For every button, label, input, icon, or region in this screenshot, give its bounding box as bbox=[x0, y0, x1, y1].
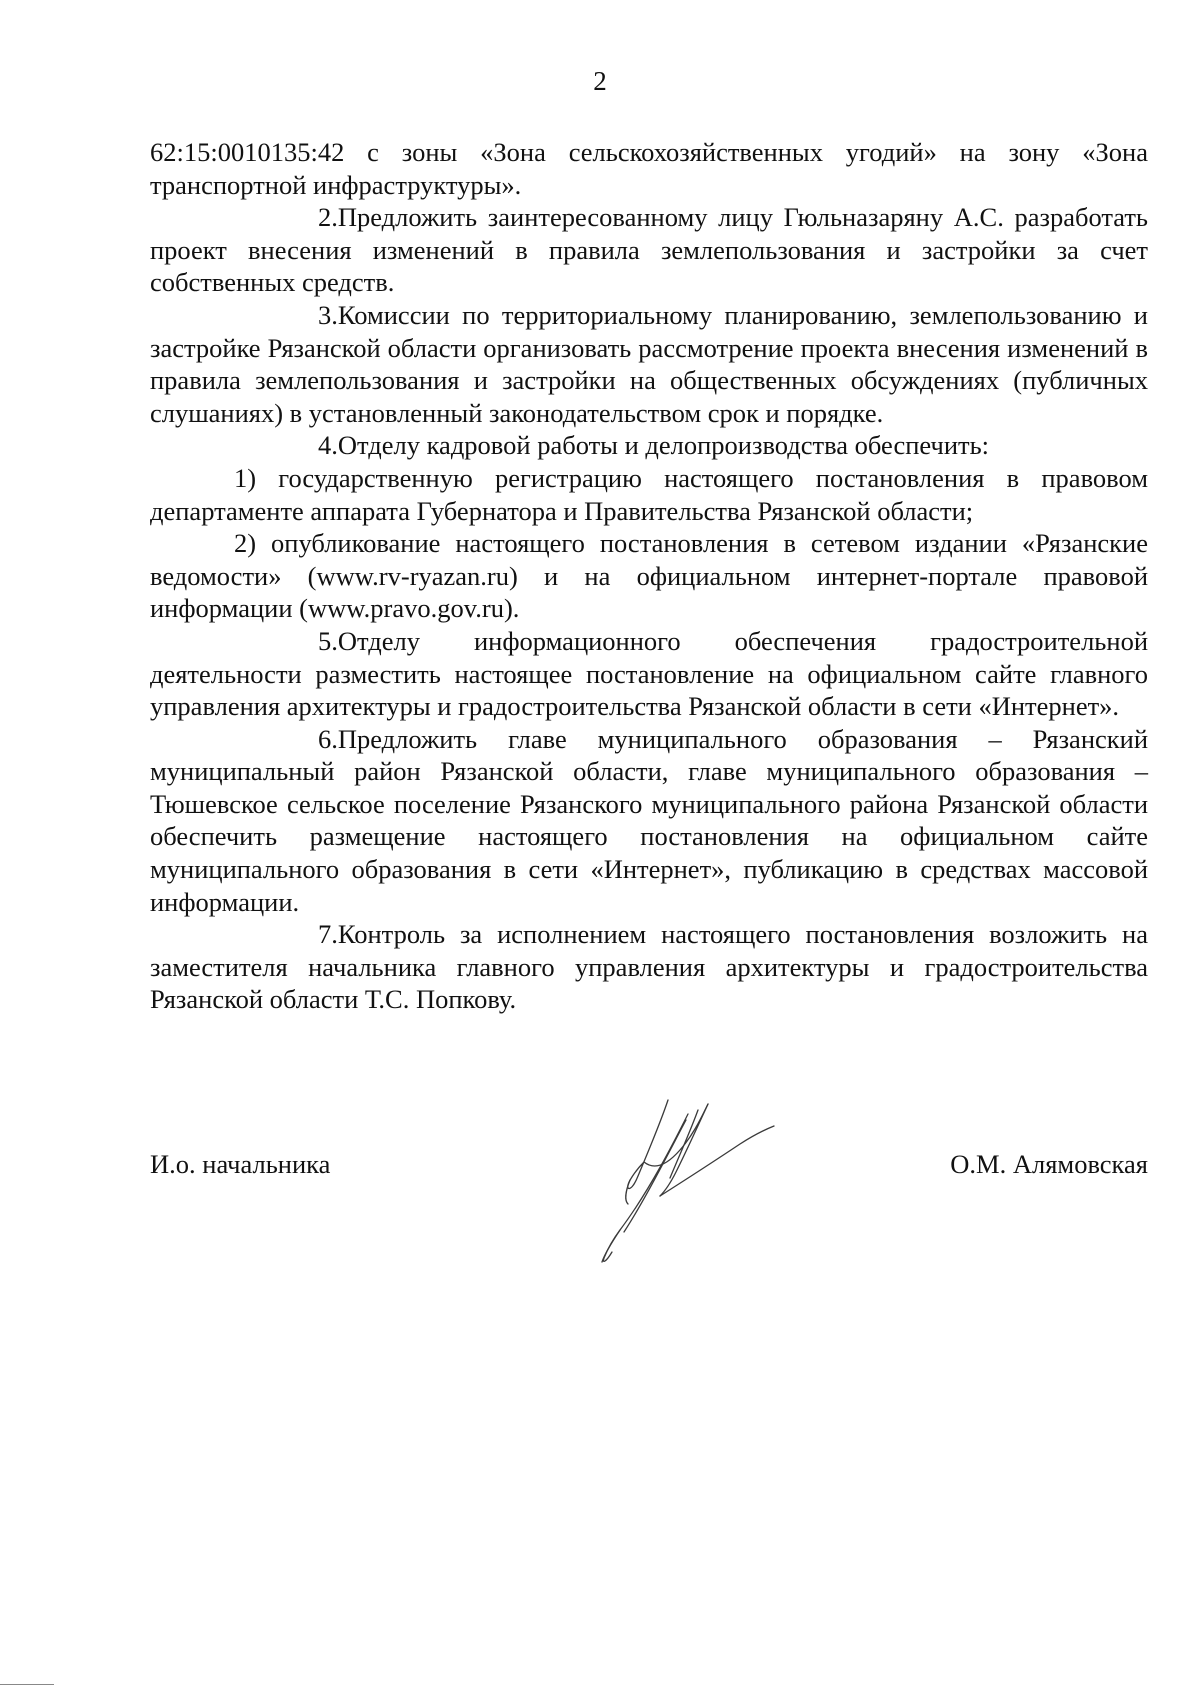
paragraph-number: 5. bbox=[318, 625, 338, 656]
paragraph-item-7 bbox=[150, 918, 1148, 1016]
paragraph-number: 4. bbox=[318, 430, 338, 461]
paragraph-item-3 bbox=[150, 299, 1148, 429]
paragraph-number: 2. bbox=[318, 202, 338, 233]
paragraph-item-6 bbox=[150, 723, 1148, 919]
paragraph-text: Отделу кадровой работы и делопроизводства обеспечить: bbox=[337, 430, 990, 461]
signatory-position: И.о. начальника bbox=[150, 1149, 331, 1179]
paragraph-number: 3. bbox=[318, 299, 338, 330]
paragraph-item-2 bbox=[150, 201, 1148, 299]
paragraph-text: Отделу информационного обеспечения градостроительной деятельности разместить настоящее постановление на официальном сайте главного управления архитектуры и градостроительства Рязанской области в сети «Интернет». bbox=[150, 625, 1148, 722]
paragraph-text: Предложить заинтересованному лицу Гюльназаряну А.С. разработать проект внесения изменений в правила землепользования и застройки за счет собственных средств. bbox=[150, 202, 1148, 298]
paragraph-continuation: 62:15:0010135:42 с зоны «Зона сельскохозяйственных угодий» на зону «Зона транспортной инфраструктуры». bbox=[150, 137, 1148, 200]
handwritten-signature bbox=[590, 1080, 790, 1270]
paragraph-text: Комиссии по территориальному планированию, землепользованию и застройке Рязанской области организовать рассмотрение проекта внесения изменений в правила землепользования и застройки на общественных обсуждениях (публичных слушаниях) в установленный законодательством срок и порядке. bbox=[150, 299, 1148, 428]
paragraph-number: 7. bbox=[318, 919, 338, 950]
page-number: 2 bbox=[593, 66, 607, 96]
subparagraph-4-1: 1) государственную регистрацию настоящего постановления в правовом департаменте аппарата Губернатора и Правительства Рязанской области; bbox=[150, 462, 1148, 526]
paragraph-text: Контроль за исполнением настоящего постановления возложить на заместителя начальника главного управления архитектуры и градостроительства Рязанской области Т.С. Попкову. bbox=[150, 919, 1148, 1015]
paragraph-number: 6. bbox=[318, 723, 338, 754]
signatory-name: О.М. Алямовская bbox=[950, 1149, 1148, 1179]
paragraph-item-4 bbox=[150, 429, 1148, 462]
subparagraph-4-2: 2) опубликование настоящего постановления в сетевом издании «Рязанские ведомости» (www.rv-ryazan.ru) и на официальном интернет-портале правовой информации (www.pravo.gov.ru). bbox=[150, 528, 1148, 624]
paragraph-item-5 bbox=[150, 625, 1148, 723]
document-body bbox=[150, 136, 1148, 1016]
scan-edge-mark bbox=[0, 1684, 54, 1685]
paragraph-text: Предложить главе муниципального образования – Рязанский муниципальный район Рязанской области, главе муниципального образования – Тюшевское сельское поселение Рязанского муниципального района Рязанской области обеспечить размещение настоящего постановления на официальном сайте муниципального образования в сети «Интернет», публикацию в средствах массовой информации. bbox=[150, 723, 1148, 917]
